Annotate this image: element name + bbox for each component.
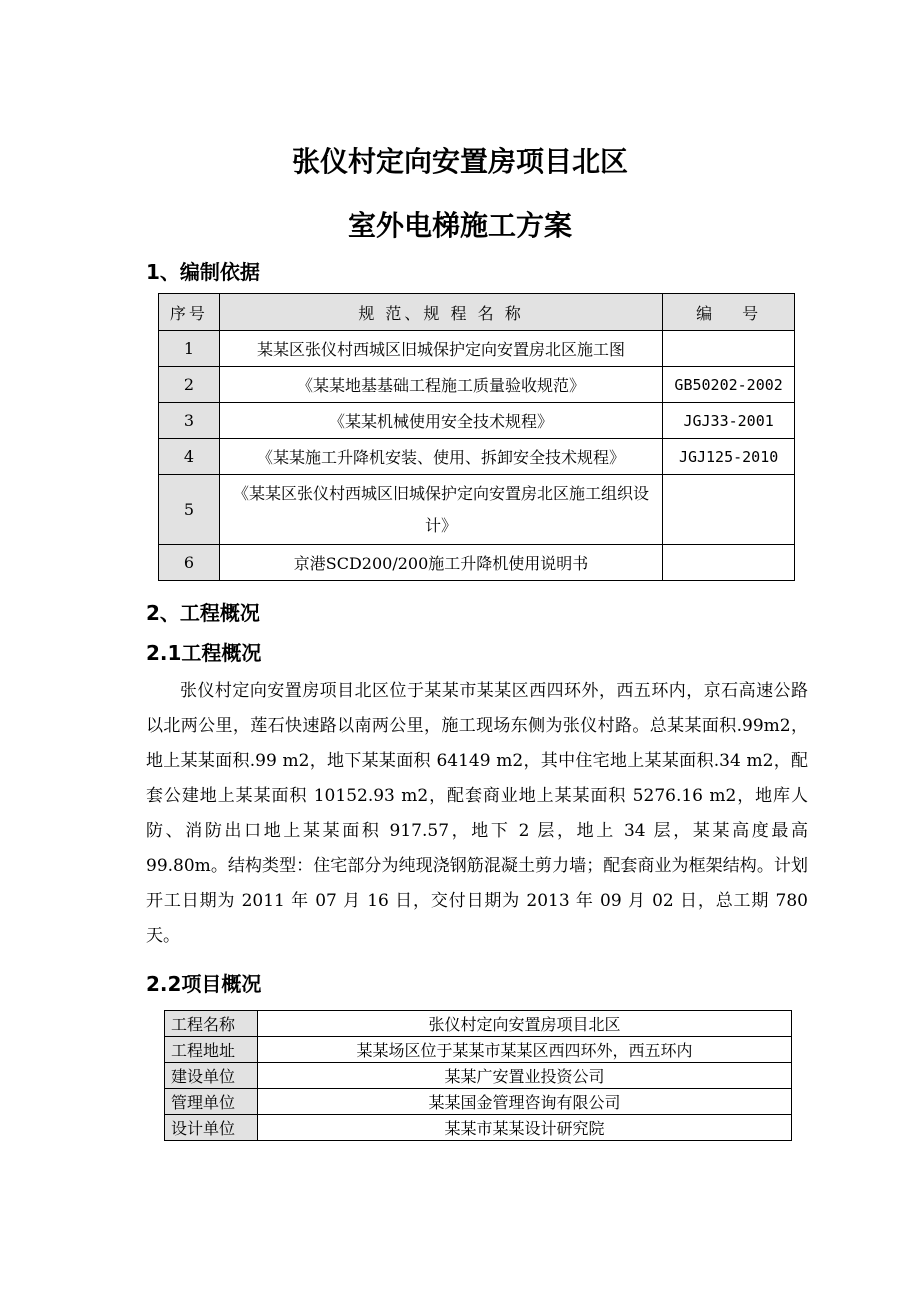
header-cell-name: 规 范、规 程 名 称 bbox=[219, 294, 662, 331]
row-name: 《某某区张仪村西城区旧城保护定向安置房北区施工组织设计》 bbox=[219, 475, 662, 545]
project-value: 某某国金管理咨询有限公司 bbox=[258, 1089, 792, 1115]
table-row bbox=[165, 1115, 792, 1141]
row-name: 《某某机械使用安全技术规程》 bbox=[219, 403, 662, 439]
header-cell-code: 编 号 bbox=[663, 294, 795, 331]
table-row bbox=[165, 1089, 792, 1115]
project-label: 工程名称 bbox=[165, 1011, 258, 1037]
project-label: 建设单位 bbox=[165, 1063, 258, 1089]
project-table bbox=[164, 1010, 792, 1141]
row-name: 《某某施工升降机安装、使用、拆卸安全技术规程》 bbox=[219, 439, 662, 475]
table-row bbox=[165, 1063, 792, 1089]
row-code: GB50202-2002 bbox=[663, 367, 795, 403]
project-value: 张仪村定向安置房项目北区 bbox=[258, 1011, 792, 1037]
table-row bbox=[159, 403, 795, 439]
row-code bbox=[663, 545, 795, 581]
row-no: 6 bbox=[159, 545, 220, 581]
table-row bbox=[159, 331, 795, 367]
table-row bbox=[159, 475, 795, 545]
row-no: 2 bbox=[159, 367, 220, 403]
project-value: 某某市某某设计研究院 bbox=[258, 1115, 792, 1141]
table-row bbox=[165, 1037, 792, 1063]
table-row bbox=[159, 439, 795, 475]
section-heading-overview: 2、工程概况 bbox=[146, 601, 260, 625]
row-no: 4 bbox=[159, 439, 220, 475]
row-code: JGJ33-2001 bbox=[663, 403, 795, 439]
document-title: 张仪村定向安置房项目北区 bbox=[291, 145, 628, 178]
row-code: JGJ125-2010 bbox=[663, 439, 795, 475]
header-cell-no: 序号 bbox=[159, 294, 220, 331]
table-row bbox=[159, 367, 795, 403]
row-name: 京港SCD200/200施工升降机使用说明书 bbox=[219, 545, 662, 581]
basis-table bbox=[158, 293, 795, 581]
row-code bbox=[663, 331, 795, 367]
row-no: 3 bbox=[159, 403, 220, 439]
table-header-row bbox=[159, 294, 795, 331]
row-name: 《某某地基基础工程施工质量验收规范》 bbox=[219, 367, 662, 403]
section-heading-basis: 1、编制依据 bbox=[146, 260, 260, 284]
row-no: 5 bbox=[159, 475, 220, 545]
document-subtitle: 室外电梯施工方案 bbox=[347, 209, 572, 242]
row-name: 某某区张仪村西城区旧城保护定向安置房北区施工图 bbox=[219, 331, 662, 367]
project-label: 管理单位 bbox=[165, 1089, 258, 1115]
subsection-heading-overview: 2.1工程概况 bbox=[146, 641, 262, 665]
project-value: 某某广安置业投资公司 bbox=[258, 1063, 792, 1089]
project-value: 某某场区位于某某市某某区西四环外，西五环内 bbox=[258, 1037, 792, 1063]
table-row bbox=[159, 545, 795, 581]
table-row bbox=[165, 1011, 792, 1037]
row-code bbox=[663, 475, 795, 545]
row-no: 1 bbox=[159, 331, 220, 367]
project-label: 工程地址 bbox=[165, 1037, 258, 1063]
overview-paragraph: 张仪村定向安置房项目北区位于某某市某某区西四环外，西五环内，京石高速公路以北两公里，莲石快速路以南两公里，施工现场东侧为张仪村路。总某某面积.99m2，地上某某面积.99 m2，地下某某面积 64149 m2，其中住宅地上某某面积.34 m2，配套公建地上某某面积 10152.93 m2，配套商业地上某某面积 5276.16 m2，地库人防、消防出口地上某某面积 917.57，地下 2 层，地上 34 层，某某高度最高 99.80m。结构类型：住宅部分为纯现浇钢筋混凝土剪力墙；配套商业为框架结构。计划开工日期为 2011 年 07 月 16 日，交付日期为 2013 年 09 月 02 日，总工期 780 天。 bbox=[146, 681, 808, 946]
project-label: 设计单位 bbox=[165, 1115, 258, 1141]
subsection-heading-project: 2.2项目概况 bbox=[146, 972, 262, 996]
